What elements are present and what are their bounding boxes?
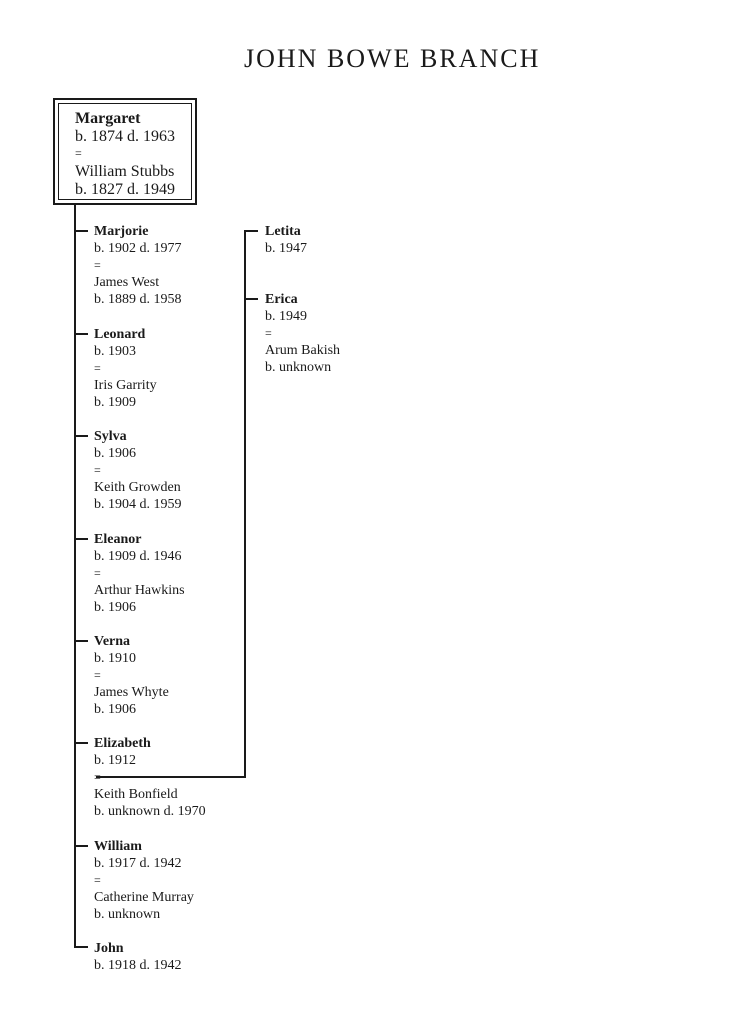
root-person xyxy=(75,110,175,199)
person-dates: b. 1906 xyxy=(94,446,136,461)
grandchildren-trunk-line xyxy=(244,230,246,778)
person-dates: b. 1918 d. 1942 xyxy=(94,958,182,973)
person-name: William xyxy=(94,839,142,854)
spouse-name: James West xyxy=(94,275,160,290)
spouse-dates: b. unknown xyxy=(265,360,332,375)
person-name: Leonard xyxy=(94,327,146,342)
person-john xyxy=(94,940,182,974)
connector-verna xyxy=(74,640,88,642)
spouse-name: Keith Growden xyxy=(94,480,181,495)
person-dates: b. 1902 d. 1977 xyxy=(94,241,182,256)
marriage-sign: = xyxy=(94,258,101,272)
connector-marjorie xyxy=(74,230,88,232)
spouse-dates: b. unknown xyxy=(94,907,161,922)
marriage-sign: = xyxy=(94,873,101,887)
spouse-dates: b. 1909 xyxy=(94,395,136,410)
person-name: Verna xyxy=(94,634,131,649)
person-name: Elizabeth xyxy=(94,736,151,751)
person-name: Eleanor xyxy=(94,532,142,547)
marriage-sign: = xyxy=(94,668,101,682)
person-marjorie xyxy=(94,223,182,308)
spouse-dates: b. 1906 xyxy=(94,702,136,717)
person-elizabeth xyxy=(94,735,206,820)
person-dates: b. 1909 d. 1946 xyxy=(94,549,182,564)
person-dates: b. 1949 xyxy=(265,309,307,324)
spouse-name: Keith Bonfield xyxy=(94,787,178,802)
connector-letita xyxy=(244,230,258,232)
connector-leonard xyxy=(74,333,88,335)
person-verna xyxy=(94,633,169,718)
person-leonard xyxy=(94,326,157,411)
page-title: JOHN BOWE BRANCH xyxy=(244,44,541,73)
spouse-name: William Stubbs xyxy=(75,163,175,180)
spouse-name: James Whyte xyxy=(94,685,169,700)
person-dates: b. 1917 d. 1942 xyxy=(94,856,182,871)
marriage-sign: = xyxy=(75,146,82,160)
children-trunk-line xyxy=(74,205,76,947)
person-dates: b. 1874 d. 1963 xyxy=(75,128,175,145)
person-dates: b. 1912 xyxy=(94,753,136,768)
person-name: Margaret xyxy=(75,110,141,127)
connector-sylva xyxy=(74,435,88,437)
connector-john xyxy=(74,946,88,948)
marriage-sign: = xyxy=(265,326,272,340)
root-person-box xyxy=(53,98,197,205)
spouse-name: Catherine Murray xyxy=(94,890,194,905)
person-name: Marjorie xyxy=(94,224,149,239)
spouse-name: Arum Bakish xyxy=(265,343,341,358)
connector-william xyxy=(74,845,88,847)
spouse-dates: b. 1889 d. 1958 xyxy=(94,292,182,307)
spouse-dates: b. 1827 d. 1949 xyxy=(75,181,175,198)
spouse-dates: b. 1904 d. 1959 xyxy=(94,497,182,512)
person-eleanor xyxy=(94,531,185,616)
marriage-sign: = xyxy=(94,361,101,375)
person-letita xyxy=(265,223,307,257)
person-william xyxy=(94,838,194,923)
person-name: Letita xyxy=(265,224,301,239)
spouse-dates: b. unknown d. 1970 xyxy=(94,804,206,819)
person-dates: b. 1903 xyxy=(94,344,136,359)
spouse-name: Iris Garrity xyxy=(94,378,157,393)
connector-erica xyxy=(244,298,258,300)
person-name: Sylva xyxy=(94,429,127,444)
person-name: John xyxy=(94,941,124,956)
connector-elizabeth xyxy=(74,742,88,744)
person-erica xyxy=(265,291,340,376)
person-dates: b. 1947 xyxy=(265,241,307,256)
marriage-sign: = xyxy=(94,566,101,580)
connector-eleanor xyxy=(74,538,88,540)
marriage-sign: = xyxy=(94,463,101,477)
spouse-dates: b. 1906 xyxy=(94,600,136,615)
spouse-name: Arthur Hawkins xyxy=(94,583,185,598)
person-dates: b. 1910 xyxy=(94,651,136,666)
person-sylva xyxy=(94,428,182,513)
person-name: Erica xyxy=(265,292,298,307)
marriage-sign: = xyxy=(94,770,101,784)
